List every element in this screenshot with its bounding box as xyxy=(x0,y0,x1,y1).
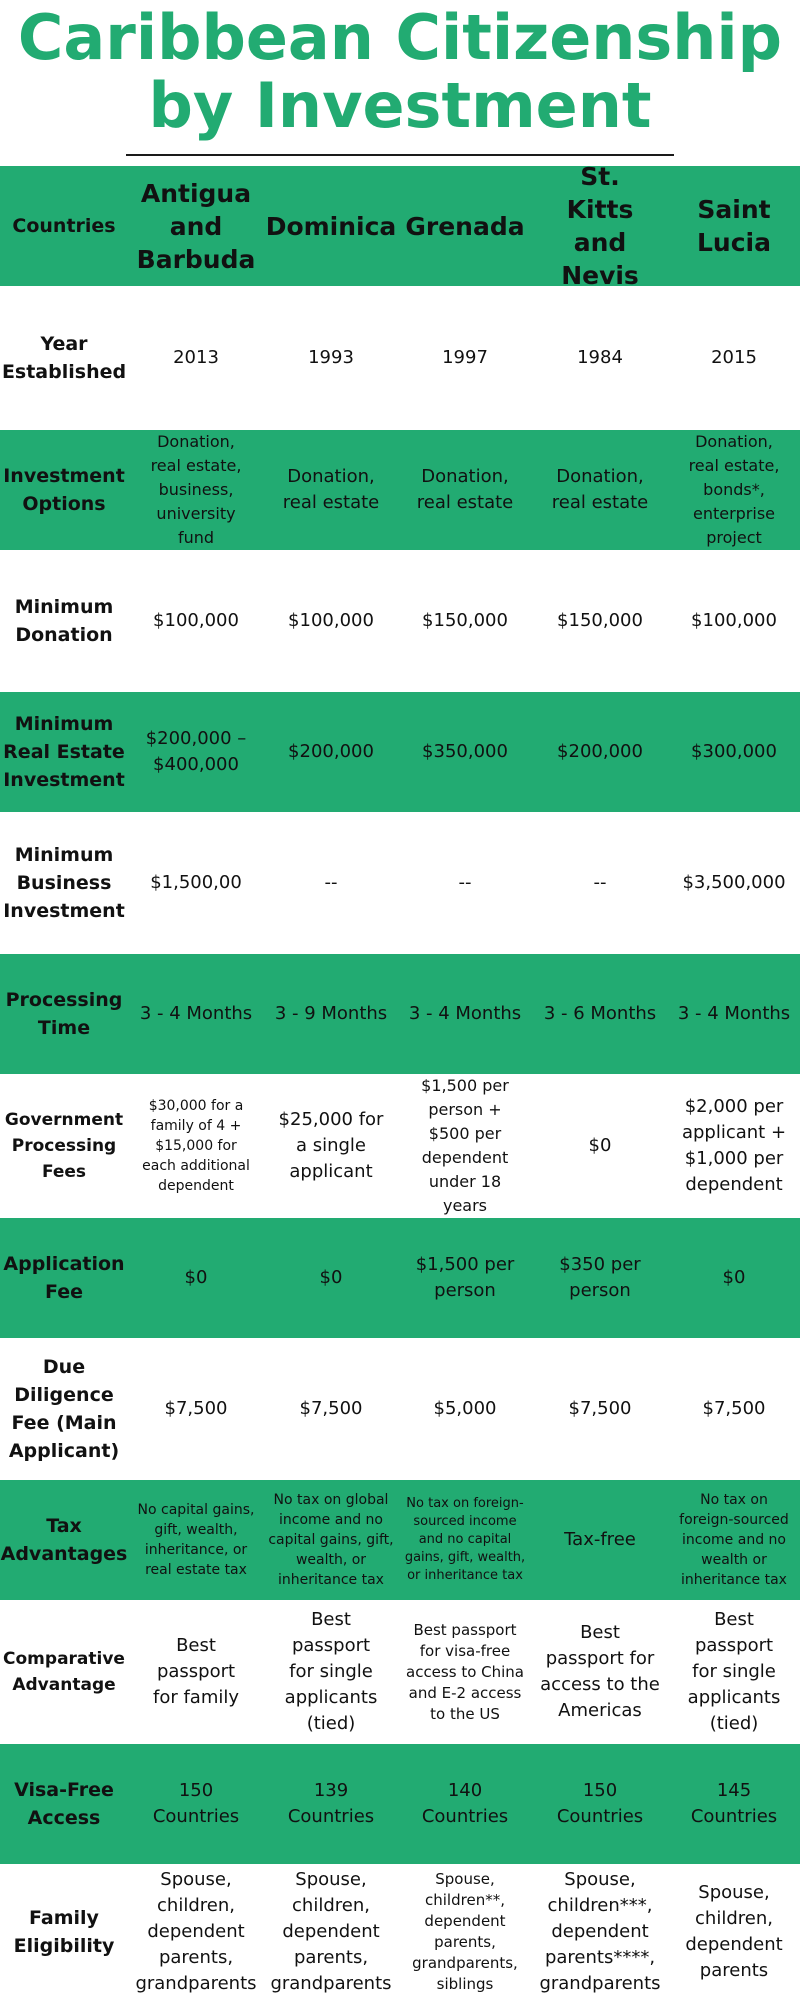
table-cell: 1984 xyxy=(577,347,623,368)
table-cell: $200,000 xyxy=(557,741,643,762)
title-line-2: by Investment xyxy=(148,69,652,142)
title-line-1: Caribbean Citizenship xyxy=(17,1,783,74)
table-cell: 140 Countries xyxy=(421,1780,509,1827)
table-cell: Donation, real estate xyxy=(282,466,380,513)
row-label: Comparative Advantage xyxy=(3,1649,125,1695)
row-label: Government Processing Fees xyxy=(4,1110,124,1182)
table-cell: Best passport for single applicants (tied) xyxy=(687,1609,781,1734)
table-cell: $100,000 xyxy=(153,610,239,631)
row-label: Visa-Free Access xyxy=(14,1779,114,1829)
table-cell: $1,500,00 xyxy=(150,872,242,893)
table-cell: 1993 xyxy=(308,347,354,368)
table-cell: $1,500 per person xyxy=(415,1254,515,1301)
table-cell: $0 xyxy=(319,1267,343,1288)
table-row xyxy=(0,1338,800,1480)
table-cell: Spouse, children, dependent parents, grandparents xyxy=(135,1869,257,1994)
table-cell: No capital gains, gift, wealth, inheritance, or real estate tax xyxy=(137,1502,255,1578)
header-country: St. Kitts and Nevis xyxy=(561,166,639,286)
table-cell: 3 - 9 Months xyxy=(274,1003,388,1024)
table-cell: $7,500 xyxy=(568,1398,632,1419)
header-country: Saint Lucia xyxy=(697,195,771,257)
table-row xyxy=(0,1480,800,1600)
page-title xyxy=(0,1,800,142)
table-cell: Donation, real estate, bonds*, enterprise project xyxy=(688,432,780,547)
table-row xyxy=(0,1744,800,1864)
row-label: Minimum Real Estate Investment xyxy=(3,713,125,791)
table-cell: 150 Countries xyxy=(152,1780,240,1827)
row-label: Family Eligibility xyxy=(13,1907,115,1957)
table-cell: Spouse, children, dependent parents xyxy=(685,1882,783,1981)
table-cell: 3 - 4 Months xyxy=(408,1003,522,1024)
table-cell: 3 - 6 Months xyxy=(543,1003,657,1024)
table-cell: $0 xyxy=(588,1135,612,1156)
row-label: Investment Options xyxy=(3,465,125,515)
header-label: Countries xyxy=(12,215,116,237)
table-cell: $3,500,000 xyxy=(682,872,786,893)
row-label: Due Diligence Fee (Main Applicant) xyxy=(8,1356,120,1462)
table-row xyxy=(0,1864,800,2000)
table-cell: $7,500 xyxy=(299,1398,363,1419)
header-country: Dominica xyxy=(265,211,397,241)
table-cell: $200,000 xyxy=(288,741,374,762)
table-cell: $7,500 xyxy=(164,1398,228,1419)
row-label: Tax Advantages xyxy=(0,1515,128,1565)
table-row xyxy=(0,812,800,954)
table-cell: $30,000 for a family of 4 + $15,000 for each additional dependent xyxy=(142,1098,250,1194)
row-label: Year Established xyxy=(1,333,127,383)
table-header-row xyxy=(0,166,800,286)
table-cell: 139 Countries xyxy=(287,1780,375,1827)
table-cell: Donation, real estate, business, university fund xyxy=(150,432,242,547)
header-country: Antigua and Barbuda xyxy=(136,178,256,274)
table-cell: Spouse, children***, dependent parents****, grandparents xyxy=(539,1869,661,1994)
table-cell: Spouse, children**, dependent parents, grandparents, siblings xyxy=(412,1870,518,1993)
table-cell: $25,000 for a single applicant xyxy=(278,1109,384,1182)
table-cell: Best passport for family xyxy=(152,1635,240,1708)
table-cell: -- xyxy=(458,872,472,893)
table-cell: Donation, real estate xyxy=(551,466,649,513)
table-cell: Spouse, children, dependent parents, grandparents xyxy=(270,1869,392,1994)
table-cell: 3 - 4 Months xyxy=(139,1003,253,1024)
table-cell: $300,000 xyxy=(691,741,777,762)
table-row xyxy=(0,1218,800,1338)
row-label: Minimum Business Investment xyxy=(3,844,125,922)
table-cell: Best passport for single applicants (tied) xyxy=(284,1609,378,1734)
table-cell: $5,000 xyxy=(433,1398,497,1419)
table-row xyxy=(0,1074,800,1218)
table-cell: No tax on foreign-sourced income and no wealth or inheritance tax xyxy=(679,1492,789,1588)
table-cell: $150,000 xyxy=(422,610,508,631)
table-cell: $350,000 xyxy=(422,741,508,762)
row-label: Processing Time xyxy=(5,989,123,1039)
table-cell: $150,000 xyxy=(557,610,643,631)
table-cell: Tax-free xyxy=(564,1529,636,1550)
row-label: Minimum Donation xyxy=(14,596,114,646)
table-cell: Best passport for visa-free access to China and E-2 access to the US xyxy=(406,1620,524,1723)
table-cell: $0 xyxy=(184,1267,208,1288)
table-cell: -- xyxy=(324,872,338,893)
table-cell: 150 Countries xyxy=(556,1780,644,1827)
table-cell: No tax on global income and no capital gains, gift, wealth, or inheritance tax xyxy=(268,1492,394,1588)
table-cell: $0 xyxy=(722,1267,746,1288)
header-country: Grenada xyxy=(405,211,525,241)
table-cell: Donation, real estate xyxy=(416,466,514,513)
table-cell: -- xyxy=(593,872,607,893)
table-cell: No tax on foreign-sourced income and no capital gains, gift, wealth, or inheritance tax xyxy=(404,1496,526,1583)
table-row xyxy=(0,550,800,692)
table-cell: $1,500 per person + $500 per dependent under 18 years xyxy=(421,1076,509,1215)
row-label: Application Fee xyxy=(3,1253,125,1303)
table-cell: 2015 xyxy=(711,347,757,368)
table-cell: 1997 xyxy=(442,347,488,368)
table-cell: $350 per person xyxy=(559,1254,641,1301)
table-cell: $200,000 – $400,000 xyxy=(145,728,247,775)
table-row xyxy=(0,692,800,812)
table-cell: $100,000 xyxy=(691,610,777,631)
table-row xyxy=(0,954,800,1074)
table-cell: $7,500 xyxy=(702,1398,766,1419)
table-cell: $2,000 per applicant + $1,000 per dependent xyxy=(681,1096,787,1195)
table-row xyxy=(0,1600,800,1744)
table-cell: 145 Countries xyxy=(690,1780,778,1827)
table-row xyxy=(0,430,800,550)
title-divider xyxy=(126,154,674,156)
table-cell: $100,000 xyxy=(288,610,374,631)
table-cell: 2013 xyxy=(173,347,219,368)
table-row xyxy=(0,286,800,430)
table-cell: 3 - 4 Months xyxy=(677,1003,791,1024)
table-cell: Best passport for access to the Americas xyxy=(540,1622,660,1721)
